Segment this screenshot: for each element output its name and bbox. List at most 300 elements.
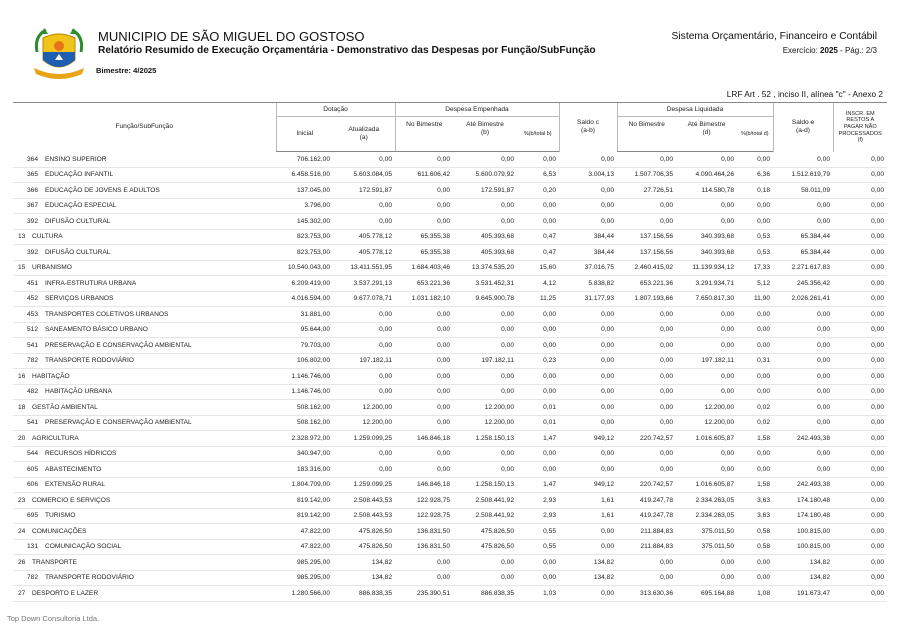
cell-saldo-c: 384,44 xyxy=(559,229,617,245)
cell-emp-ate-bimestre: 0,00 xyxy=(453,152,517,168)
header-liquidada: Despesa Liquidada xyxy=(617,103,773,117)
cell-liq-ate-bimestre: 695.164,88 xyxy=(676,586,737,602)
cell-liq-pct: 3,63 xyxy=(737,508,773,524)
cell-saldo-e: 0,00 xyxy=(773,446,833,462)
row-code: 782 xyxy=(27,357,39,365)
row-code: 365 xyxy=(27,171,39,179)
cell-inicial: 6.209.419,00 xyxy=(276,276,333,292)
exercise-label: Exercício: xyxy=(782,46,818,55)
cell-atualizada: 0,00 xyxy=(333,369,395,385)
row-code: 15 xyxy=(18,264,26,272)
cell-saldo-e: 242.493,38 xyxy=(773,477,833,493)
row-code: 13 xyxy=(18,233,26,241)
cell-emp-no-bimestre: 0,00 xyxy=(395,214,453,230)
cell-saldo-c: 0,00 xyxy=(559,338,617,354)
header-saldo-c-label: Saldo c xyxy=(577,119,600,127)
row-code: 605 xyxy=(27,465,39,473)
cell-liq-pct: 0,00 xyxy=(737,446,773,462)
cell-liq-pct: 6,36 xyxy=(737,167,773,183)
cell-emp-pct: 1,47 xyxy=(517,431,559,447)
cell-saldo-c: 0,00 xyxy=(559,400,617,416)
cell-liq-no-bimestre: 137.156,56 xyxy=(617,245,676,261)
cell-inicial: 6.458.516,00 xyxy=(276,167,333,183)
header-restos-label: INSCR. EM RESTOS A PAGAR NÃO PROCESSADOS xyxy=(838,110,882,137)
cell-inicial: 31.881,00 xyxy=(276,307,333,323)
cell-liq-pct: 0,00 xyxy=(737,570,773,586)
cell-liq-ate-bimestre: 1.016.605,87 xyxy=(676,477,737,493)
cell-liq-pct: 0,00 xyxy=(737,322,773,338)
row-description xyxy=(13,477,276,493)
cell-saldo-e: 1.512.619,79 xyxy=(773,167,833,183)
cell-inicial: 47.822,00 xyxy=(276,524,333,540)
cell-restos: 0,00 xyxy=(833,198,887,214)
row-name: TRANSPORTE xyxy=(32,558,77,566)
cell-restos: 0,00 xyxy=(833,307,887,323)
cell-atualizada: 1.259.099,25 xyxy=(333,431,395,447)
cell-saldo-e: 174.180,48 xyxy=(773,493,833,509)
cell-saldo-e: 0,00 xyxy=(773,369,833,385)
cell-atualizada: 134,82 xyxy=(333,555,395,571)
row-code: 606 xyxy=(27,481,39,489)
table-row xyxy=(13,462,887,478)
row-code: 16 xyxy=(18,372,26,380)
cell-saldo-c: 3.004,13 xyxy=(559,167,617,183)
cell-restos: 0,00 xyxy=(833,229,887,245)
cell-emp-pct: 0,55 xyxy=(517,524,559,540)
row-name: EXTENSÃO RURAL xyxy=(45,481,106,489)
cell-emp-pct: 1,47 xyxy=(517,477,559,493)
cell-restos: 0,00 xyxy=(833,555,887,571)
cell-saldo-c: 0,00 xyxy=(559,384,617,400)
row-name: HABITAÇÃO URBANA xyxy=(45,388,112,396)
header-atualizada-formula: (a) xyxy=(359,134,368,141)
cell-atualizada: 0,00 xyxy=(333,462,395,478)
cell-liq-no-bimestre: 0,00 xyxy=(617,322,676,338)
cell-emp-pct: 0,00 xyxy=(517,570,559,586)
row-name: SERVIÇOS URBANOS xyxy=(45,295,114,303)
header-saldo-e-formula: (a-d) xyxy=(796,127,810,135)
cell-emp-ate-bimestre: 0,00 xyxy=(453,384,517,400)
cell-saldo-c: 384,44 xyxy=(559,245,617,261)
cell-restos: 0,00 xyxy=(833,539,887,555)
row-name: EDUCAÇÃO DE JOVENS E ADULTOS xyxy=(45,186,160,194)
cell-liq-pct: 0,00 xyxy=(737,338,773,354)
cell-emp-ate-bimestre: 12.200,00 xyxy=(453,415,517,431)
cell-saldo-c: 0,00 xyxy=(559,214,617,230)
cell-restos: 0,00 xyxy=(833,586,887,602)
header-ate-bimestre-d xyxy=(676,117,737,152)
row-name: COMUNICAÇÃO SOCIAL xyxy=(45,543,122,551)
table-row xyxy=(13,276,887,292)
row-description xyxy=(13,229,276,245)
cell-emp-pct: 0,00 xyxy=(517,555,559,571)
cell-emp-pct: 15,60 xyxy=(517,260,559,276)
cell-restos: 0,00 xyxy=(833,462,887,478)
cell-restos: 0,00 xyxy=(833,291,887,307)
cell-emp-no-bimestre: 65.355,38 xyxy=(395,245,453,261)
table-row xyxy=(13,322,887,338)
table-row xyxy=(13,167,887,183)
cell-inicial: 1.280.566,00 xyxy=(276,586,333,602)
cell-emp-ate-bimestre: 2.508.441,92 xyxy=(453,493,517,509)
cell-saldo-e: 65.384,44 xyxy=(773,245,833,261)
cell-restos: 0,00 xyxy=(833,214,887,230)
table-row xyxy=(13,570,887,586)
cell-liq-no-bimestre: 1.807.193,66 xyxy=(617,291,676,307)
cell-saldo-e: 245.356,42 xyxy=(773,276,833,292)
row-code: 541 xyxy=(27,341,39,349)
row-name: HABITAÇÃO xyxy=(32,372,70,380)
table-row xyxy=(13,524,887,540)
row-description xyxy=(13,338,276,354)
row-name: EDUCAÇÃO ESPECIAL xyxy=(45,202,117,210)
cell-liq-no-bimestre: 0,00 xyxy=(617,555,676,571)
cell-liq-pct: 0,00 xyxy=(737,214,773,230)
row-name: EDUCAÇÃO INFANTIL xyxy=(45,171,114,179)
cell-restos: 0,00 xyxy=(833,415,887,431)
row-code: 392 xyxy=(27,217,39,225)
cell-inicial: 4.016.594,00 xyxy=(276,291,333,307)
cell-liq-ate-bimestre: 0,00 xyxy=(676,338,737,354)
row-description xyxy=(13,431,276,447)
cell-liq-ate-bimestre: 0,00 xyxy=(676,555,737,571)
cell-emp-pct: 0,00 xyxy=(517,462,559,478)
cell-emp-pct: 0,47 xyxy=(517,229,559,245)
cell-liq-no-bimestre: 211.884,83 xyxy=(617,539,676,555)
cell-saldo-e: 2.026.261,41 xyxy=(773,291,833,307)
cell-atualizada: 0,00 xyxy=(333,384,395,400)
cell-liq-ate-bimestre: 0,00 xyxy=(676,570,737,586)
row-name: TRANSPORTES COLETIVOS URBANOS xyxy=(45,310,169,318)
cell-emp-pct: 2,93 xyxy=(517,508,559,524)
cell-saldo-e: 134,82 xyxy=(773,555,833,571)
row-description xyxy=(13,539,276,555)
cell-saldo-e: 0,00 xyxy=(773,353,833,369)
cell-liq-no-bimestre: 0,00 xyxy=(617,353,676,369)
cell-liq-no-bimestre: 0,00 xyxy=(617,198,676,214)
table-row xyxy=(13,152,887,168)
table-row xyxy=(13,307,887,323)
cell-emp-pct: 0,00 xyxy=(517,369,559,385)
cell-emp-pct: 0,00 xyxy=(517,338,559,354)
cell-emp-pct: 0,00 xyxy=(517,446,559,462)
table-row xyxy=(13,400,887,416)
cell-inicial: 137.045,00 xyxy=(276,183,333,199)
cell-emp-no-bimestre: 136.831,50 xyxy=(395,539,453,555)
cell-emp-no-bimestre: 0,00 xyxy=(395,415,453,431)
cell-emp-ate-bimestre: 172.591,87 xyxy=(453,183,517,199)
cell-emp-no-bimestre: 122.928,75 xyxy=(395,508,453,524)
cell-liq-no-bimestre: 0,00 xyxy=(617,384,676,400)
cell-atualizada: 2.508.443,53 xyxy=(333,508,395,524)
cell-liq-no-bimestre: 0,00 xyxy=(617,570,676,586)
table-row xyxy=(13,384,887,400)
cell-emp-no-bimestre: 0,00 xyxy=(395,400,453,416)
cell-saldo-c: 0,00 xyxy=(559,307,617,323)
municipal-coat-of-arms xyxy=(28,24,90,80)
cell-inicial: 47.822,00 xyxy=(276,539,333,555)
cell-emp-ate-bimestre: 0,00 xyxy=(453,446,517,462)
header-saldo-e-label: Saldo e xyxy=(791,119,815,127)
cell-liq-pct: 0,53 xyxy=(737,245,773,261)
table-row xyxy=(13,338,887,354)
cell-saldo-c: 0,00 xyxy=(559,415,617,431)
cell-emp-no-bimestre: 146.846,18 xyxy=(395,431,453,447)
row-name: COMERCIO E SERVIÇOS xyxy=(32,496,111,504)
cell-saldo-c: 5.838,82 xyxy=(559,276,617,292)
cell-emp-ate-bimestre: 3.531.452,31 xyxy=(453,276,517,292)
cell-emp-pct: 0,00 xyxy=(517,307,559,323)
cell-saldo-c: 1,61 xyxy=(559,493,617,509)
cell-saldo-c: 0,00 xyxy=(559,198,617,214)
header-atualizada-label: Atualizada xyxy=(348,126,380,133)
row-description xyxy=(13,183,276,199)
cell-inicial: 985.295,00 xyxy=(276,555,333,571)
cell-saldo-e: 65.384,44 xyxy=(773,229,833,245)
cell-liq-pct: 11,90 xyxy=(737,291,773,307)
row-code: 367 xyxy=(27,202,39,210)
row-code: 24 xyxy=(18,527,26,535)
row-code: 366 xyxy=(27,186,39,194)
cell-liq-pct: 0,00 xyxy=(737,462,773,478)
footer-company: Top Down Consultoria Ltda. xyxy=(7,614,100,623)
cell-liq-ate-bimestre: 1.016.605,87 xyxy=(676,431,737,447)
cell-inicial: 819.142,00 xyxy=(276,493,333,509)
cell-inicial: 1.804.709,00 xyxy=(276,477,333,493)
legal-reference: LRF Art . 52 , inciso II, alínea "c" - Anexo 2 xyxy=(726,89,883,99)
cell-liq-ate-bimestre: 114.580,78 xyxy=(676,183,737,199)
row-code: 541 xyxy=(27,419,39,427)
row-code: 544 xyxy=(27,450,39,458)
cell-liq-no-bimestre: 211.884,83 xyxy=(617,524,676,540)
cell-saldo-c: 134,82 xyxy=(559,555,617,571)
table-row xyxy=(13,214,887,230)
cell-restos: 0,00 xyxy=(833,524,887,540)
cell-inicial: 106.802,00 xyxy=(276,353,333,369)
cell-inicial: 3.796,00 xyxy=(276,198,333,214)
table-row xyxy=(13,260,887,276)
cell-emp-pct: 0,20 xyxy=(517,183,559,199)
cell-inicial: 145.302,00 xyxy=(276,214,333,230)
table-row xyxy=(13,415,887,431)
row-code: 20 xyxy=(18,434,26,442)
cell-emp-pct: 0,55 xyxy=(517,539,559,555)
table-row xyxy=(13,353,887,369)
cell-emp-pct: 0,00 xyxy=(517,198,559,214)
cell-atualizada: 0,00 xyxy=(333,198,395,214)
cell-liq-no-bimestre: 220.742,57 xyxy=(617,477,676,493)
cell-emp-ate-bimestre: 475.826,50 xyxy=(453,539,517,555)
cell-saldo-c: 1,61 xyxy=(559,508,617,524)
cell-atualizada: 172.591,87 xyxy=(333,183,395,199)
page-separator: - xyxy=(840,46,845,55)
cell-emp-ate-bimestre: 405.393,68 xyxy=(453,229,517,245)
cell-emp-no-bimestre: 0,00 xyxy=(395,338,453,354)
table-row xyxy=(13,198,887,214)
cell-liq-ate-bimestre: 0,00 xyxy=(676,322,737,338)
header-pct-b: %(b/total b) xyxy=(517,117,559,152)
cell-inicial: 706.162,00 xyxy=(276,152,333,168)
cell-emp-pct: 11,25 xyxy=(517,291,559,307)
cell-emp-no-bimestre: 653.221,36 xyxy=(395,276,453,292)
cell-liq-pct: 0,31 xyxy=(737,353,773,369)
cell-saldo-c: 0,00 xyxy=(559,369,617,385)
cell-liq-ate-bimestre: 0,00 xyxy=(676,198,737,214)
cell-liq-ate-bimestre: 375.011,50 xyxy=(676,539,737,555)
cell-saldo-e: 2.271.617,83 xyxy=(773,260,833,276)
cell-atualizada: 0,00 xyxy=(333,322,395,338)
cell-liq-no-bimestre: 0,00 xyxy=(617,415,676,431)
row-name: SANEAMENTO BÁSICO URBANO xyxy=(45,326,148,334)
cell-restos: 0,00 xyxy=(833,322,887,338)
cell-saldo-c: 0,00 xyxy=(559,524,617,540)
cell-liq-pct: 0,00 xyxy=(737,369,773,385)
cell-restos: 0,00 xyxy=(833,183,887,199)
cell-liq-pct: 0,58 xyxy=(737,524,773,540)
header-ate-bimestre-d-formula: (d) xyxy=(702,129,711,136)
row-code: 453 xyxy=(27,310,39,318)
cell-restos: 0,00 xyxy=(833,245,887,261)
row-code: 512 xyxy=(27,326,39,334)
cell-liq-pct: 5,12 xyxy=(737,276,773,292)
cell-liq-pct: 1,08 xyxy=(737,586,773,602)
row-description xyxy=(13,291,276,307)
row-description xyxy=(13,384,276,400)
cell-liq-pct: 1,58 xyxy=(737,477,773,493)
row-description xyxy=(13,167,276,183)
table-row xyxy=(13,245,887,261)
cell-saldo-c: 0,00 xyxy=(559,152,617,168)
cell-liq-pct: 0,00 xyxy=(737,152,773,168)
cell-emp-ate-bimestre: 475.826,50 xyxy=(453,524,517,540)
cell-restos: 0,00 xyxy=(833,400,887,416)
cell-saldo-c: 0,00 xyxy=(559,183,617,199)
cell-atualizada: 12.200,00 xyxy=(333,400,395,416)
cell-atualizada: 475.826,50 xyxy=(333,539,395,555)
header-restos xyxy=(833,103,887,152)
cell-liq-no-bimestre: 419.247,78 xyxy=(617,493,676,509)
cell-atualizada: 0,00 xyxy=(333,152,395,168)
cell-saldo-e: 0,00 xyxy=(773,338,833,354)
cell-emp-pct: 6,53 xyxy=(517,167,559,183)
cell-emp-no-bimestre: 0,00 xyxy=(395,446,453,462)
cell-emp-no-bimestre: 0,00 xyxy=(395,369,453,385)
cell-liq-ate-bimestre: 12.200,00 xyxy=(676,400,737,416)
row-description xyxy=(13,508,276,524)
cell-liq-ate-bimestre: 12.200,00 xyxy=(676,415,737,431)
cell-liq-pct: 17,33 xyxy=(737,260,773,276)
header-dotacao: Dotação xyxy=(276,103,395,117)
cell-saldo-c: 949,12 xyxy=(559,431,617,447)
row-code: 18 xyxy=(18,403,26,411)
row-name: GESTÃO AMBIENTAL xyxy=(32,403,98,411)
row-description xyxy=(13,260,276,276)
cell-atualizada: 9.677.078,71 xyxy=(333,291,395,307)
exercise-year: 2025 xyxy=(820,46,838,55)
row-description xyxy=(13,570,276,586)
cell-emp-pct: 0,47 xyxy=(517,245,559,261)
cell-restos: 0,00 xyxy=(833,369,887,385)
cell-emp-no-bimestre: 611.606,42 xyxy=(395,167,453,183)
row-description xyxy=(13,322,276,338)
expenses-table xyxy=(13,102,887,602)
cell-saldo-e: 242.493,38 xyxy=(773,431,833,447)
cell-atualizada: 475.826,50 xyxy=(333,524,395,540)
header-ate-bimestre-d-label: Até Bimestre xyxy=(687,121,726,128)
cell-liq-ate-bimestre: 375.011,50 xyxy=(676,524,737,540)
cell-emp-ate-bimestre: 0,00 xyxy=(453,214,517,230)
row-code: 364 xyxy=(27,155,39,163)
cell-liq-pct: 0,02 xyxy=(737,400,773,416)
cell-emp-pct: 2,93 xyxy=(517,493,559,509)
cell-saldo-c: 0,00 xyxy=(559,462,617,478)
cell-emp-no-bimestre: 0,00 xyxy=(395,183,453,199)
row-name: URBANISMO xyxy=(32,264,72,272)
row-description xyxy=(13,152,276,168)
header-no-bimestre: No Bimestre xyxy=(395,117,453,152)
row-name: DIFUSÃO CULTURAL xyxy=(45,248,111,256)
cell-restos: 0,00 xyxy=(833,167,887,183)
cell-saldo-c: 31.177,93 xyxy=(559,291,617,307)
cell-emp-no-bimestre: 0,00 xyxy=(395,555,453,571)
row-code: 782 xyxy=(27,574,39,582)
cell-liq-no-bimestre: 0,00 xyxy=(617,307,676,323)
cell-liq-pct: 0,00 xyxy=(737,198,773,214)
cell-liq-ate-bimestre: 11.139.934,12 xyxy=(676,260,737,276)
row-description xyxy=(13,446,276,462)
cell-emp-pct: 0,00 xyxy=(517,322,559,338)
cell-emp-pct: 0,01 xyxy=(517,415,559,431)
table-row xyxy=(13,539,887,555)
cell-inicial: 985.295,00 xyxy=(276,570,333,586)
cell-emp-pct: 0,01 xyxy=(517,400,559,416)
cell-saldo-e: 0,00 xyxy=(773,198,833,214)
cell-emp-no-bimestre: 146.846,18 xyxy=(395,477,453,493)
cell-emp-pct: 1,03 xyxy=(517,586,559,602)
cell-saldo-e: 0,00 xyxy=(773,415,833,431)
row-description xyxy=(13,524,276,540)
header-ate-bimestre-b-label: Até Bimestre xyxy=(466,121,504,128)
table-body xyxy=(13,152,887,602)
cell-liq-ate-bimestre: 340.393,68 xyxy=(676,245,737,261)
row-code: 482 xyxy=(27,388,39,396)
cell-liq-pct: 0,00 xyxy=(737,307,773,323)
row-name: DIFUSÃO CULTURAL xyxy=(45,217,111,225)
cell-saldo-e: 174.180,48 xyxy=(773,508,833,524)
row-name: TRANSPORTE RODOVIÁRIO xyxy=(45,574,134,582)
cell-emp-pct: 0,00 xyxy=(517,152,559,168)
cell-emp-ate-bimestre: 0,00 xyxy=(453,462,517,478)
cell-inicial: 10.540.043,00 xyxy=(276,260,333,276)
cell-emp-no-bimestre: 1.031.182,10 xyxy=(395,291,453,307)
cell-liq-ate-bimestre: 0,00 xyxy=(676,369,737,385)
row-description xyxy=(13,353,276,369)
cell-saldo-e: 0,00 xyxy=(773,384,833,400)
cell-atualizada: 197.182,11 xyxy=(333,353,395,369)
cell-liq-no-bimestre: 27.726,51 xyxy=(617,183,676,199)
cell-emp-no-bimestre: 0,00 xyxy=(395,307,453,323)
row-name: RECURSOS HÍDRICOS xyxy=(45,450,117,458)
row-code: 392 xyxy=(27,248,39,256)
cell-saldo-e: 0,00 xyxy=(773,307,833,323)
cell-inicial: 95.644,00 xyxy=(276,322,333,338)
cell-emp-ate-bimestre: 0,00 xyxy=(453,338,517,354)
row-name: DESPORTO E LAZER xyxy=(32,589,99,597)
cell-emp-ate-bimestre: 13.374.535,20 xyxy=(453,260,517,276)
cell-emp-ate-bimestre: 12.200,00 xyxy=(453,400,517,416)
cell-saldo-c: 37.016,75 xyxy=(559,260,617,276)
cell-saldo-c: 949,12 xyxy=(559,477,617,493)
